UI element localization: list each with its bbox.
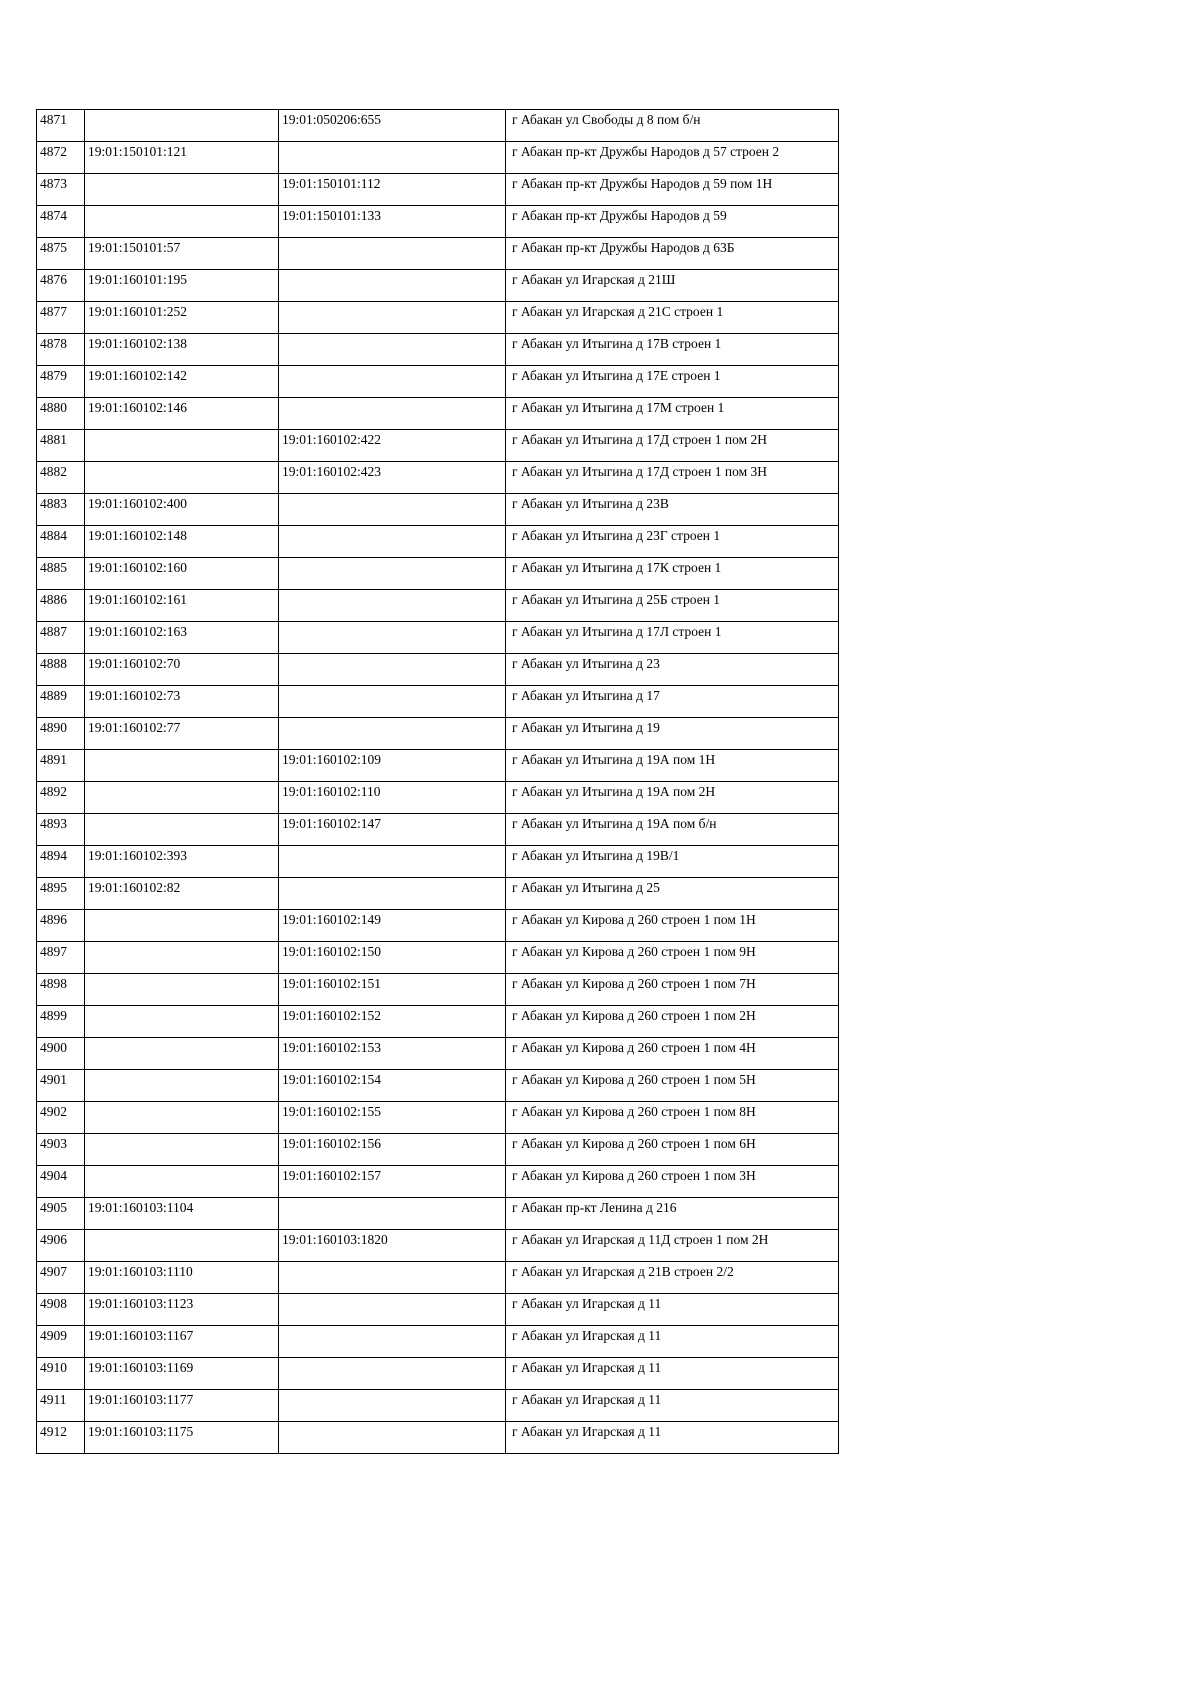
object-cadastral-number-cell xyxy=(279,590,506,622)
cadastral-number-cell xyxy=(85,1006,279,1038)
address-cell: г Абакан ул Итыгина д 17К строен 1 xyxy=(506,558,839,590)
table-row xyxy=(37,238,839,270)
cadastral-number-cell: 19:01:160102:148 xyxy=(85,526,279,558)
registry-table-body xyxy=(37,110,839,1454)
address-cell: г Абакан ул Игарская д 11Д строен 1 пом 2Н xyxy=(506,1230,839,1262)
address-cell: г Абакан ул Итыгина д 19А пом б/н xyxy=(506,814,839,846)
cadastral-number-cell: 19:01:160102:161 xyxy=(85,590,279,622)
cadastral-number-cell: 19:01:160102:77 xyxy=(85,718,279,750)
address-cell: г Абакан ул Кирова д 260 строен 1 пом 3Н xyxy=(506,1166,839,1198)
object-cadastral-number-cell xyxy=(279,878,506,910)
cadastral-number-cell: 19:01:160102:70 xyxy=(85,654,279,686)
cadastral-number-cell xyxy=(85,174,279,206)
row-number-cell: 4893 xyxy=(37,814,85,846)
object-cadastral-number-cell: 19:01:050206:655 xyxy=(279,110,506,142)
table-row xyxy=(37,302,839,334)
cadastral-number-cell xyxy=(85,942,279,974)
object-cadastral-number-cell xyxy=(279,142,506,174)
object-cadastral-number-cell xyxy=(279,654,506,686)
object-cadastral-number-cell: 19:01:160102:156 xyxy=(279,1134,506,1166)
cadastral-number-cell: 19:01:160102:73 xyxy=(85,686,279,718)
address-cell: г Абакан ул Итыгина д 25 xyxy=(506,878,839,910)
row-number-cell: 4907 xyxy=(37,1262,85,1294)
row-number-cell: 4891 xyxy=(37,750,85,782)
object-cadastral-number-cell xyxy=(279,558,506,590)
row-number-cell: 4889 xyxy=(37,686,85,718)
address-cell: г Абакан ул Итыгина д 17 xyxy=(506,686,839,718)
address-cell: г Абакан ул Итыгина д 17Д строен 1 пом 3Н xyxy=(506,462,839,494)
row-number-cell: 4885 xyxy=(37,558,85,590)
address-cell: г Абакан пр-кт Ленина д 216 xyxy=(506,1198,839,1230)
table-row xyxy=(37,1038,839,1070)
cadastral-number-cell xyxy=(85,1038,279,1070)
cadastral-number-cell xyxy=(85,974,279,1006)
table-row xyxy=(37,494,839,526)
cadastral-number-cell xyxy=(85,910,279,942)
row-number-cell: 4910 xyxy=(37,1358,85,1390)
cadastral-number-cell xyxy=(85,430,279,462)
table-row xyxy=(37,174,839,206)
address-cell: г Абакан ул Игарская д 11 xyxy=(506,1326,839,1358)
cadastral-number-cell xyxy=(85,206,279,238)
object-cadastral-number-cell xyxy=(279,398,506,430)
object-cadastral-number-cell: 19:01:160102:154 xyxy=(279,1070,506,1102)
address-cell: г Абакан ул Итыгина д 17М строен 1 xyxy=(506,398,839,430)
cadastral-number-cell: 19:01:160103:1104 xyxy=(85,1198,279,1230)
cadastral-number-cell: 19:01:160102:163 xyxy=(85,622,279,654)
row-number-cell: 4912 xyxy=(37,1422,85,1454)
object-cadastral-number-cell xyxy=(279,1294,506,1326)
row-number-cell: 4890 xyxy=(37,718,85,750)
cadastral-number-cell: 19:01:160101:195 xyxy=(85,270,279,302)
table-row xyxy=(37,910,839,942)
object-cadastral-number-cell: 19:01:160102:110 xyxy=(279,782,506,814)
table-row xyxy=(37,590,839,622)
address-cell: г Абакан ул Игарская д 11 xyxy=(506,1358,839,1390)
address-cell: г Абакан пр-кт Дружбы Народов д 59 пом 1Н xyxy=(506,174,839,206)
table-row xyxy=(37,1390,839,1422)
address-cell: г Абакан ул Итыгина д 19В/1 xyxy=(506,846,839,878)
table-row xyxy=(37,1422,839,1454)
object-cadastral-number-cell: 19:01:160103:1820 xyxy=(279,1230,506,1262)
cadastral-number-cell: 19:01:160102:160 xyxy=(85,558,279,590)
address-cell: г Абакан ул Игарская д 11 xyxy=(506,1294,839,1326)
cadastral-number-cell xyxy=(85,750,279,782)
address-cell: г Абакан ул Кирова д 260 строен 1 пом 5Н xyxy=(506,1070,839,1102)
row-number-cell: 4872 xyxy=(37,142,85,174)
cadastral-number-cell: 19:01:160103:1169 xyxy=(85,1358,279,1390)
cadastral-number-cell xyxy=(85,462,279,494)
object-cadastral-number-cell xyxy=(279,1262,506,1294)
cadastral-number-cell: 19:01:160103:1175 xyxy=(85,1422,279,1454)
table-row xyxy=(37,398,839,430)
row-number-cell: 4909 xyxy=(37,1326,85,1358)
table-row xyxy=(37,462,839,494)
row-number-cell: 4894 xyxy=(37,846,85,878)
object-cadastral-number-cell xyxy=(279,1358,506,1390)
row-number-cell: 4897 xyxy=(37,942,85,974)
table-row xyxy=(37,1358,839,1390)
object-cadastral-number-cell xyxy=(279,622,506,654)
row-number-cell: 4878 xyxy=(37,334,85,366)
row-number-cell: 4883 xyxy=(37,494,85,526)
table-row xyxy=(37,526,839,558)
object-cadastral-number-cell: 19:01:160102:150 xyxy=(279,942,506,974)
row-number-cell: 4880 xyxy=(37,398,85,430)
table-row xyxy=(37,782,839,814)
address-cell: г Абакан ул Игарская д 21В строен 2/2 xyxy=(506,1262,839,1294)
row-number-cell: 4877 xyxy=(37,302,85,334)
object-cadastral-number-cell: 19:01:160102:149 xyxy=(279,910,506,942)
address-cell: г Абакан ул Итыгина д 17В строен 1 xyxy=(506,334,839,366)
address-cell: г Абакан ул Кирова д 260 строен 1 пом 8Н xyxy=(506,1102,839,1134)
cadastral-number-cell xyxy=(85,814,279,846)
row-number-cell: 4895 xyxy=(37,878,85,910)
cadastral-number-cell: 19:01:160103:1167 xyxy=(85,1326,279,1358)
address-cell: г Абакан ул Игарская д 21С строен 1 xyxy=(506,302,839,334)
cadastral-number-cell: 19:01:160102:82 xyxy=(85,878,279,910)
address-cell: г Абакан ул Итыгина д 25Б строен 1 xyxy=(506,590,839,622)
table-row xyxy=(37,1230,839,1262)
object-cadastral-number-cell: 19:01:160102:157 xyxy=(279,1166,506,1198)
table-row xyxy=(37,334,839,366)
table-row xyxy=(37,142,839,174)
table-row xyxy=(37,750,839,782)
table-row xyxy=(37,814,839,846)
cadastral-number-cell: 19:01:160102:146 xyxy=(85,398,279,430)
row-number-cell: 4892 xyxy=(37,782,85,814)
address-cell: г Абакан пр-кт Дружбы Народов д 57 строен 2 xyxy=(506,142,839,174)
address-cell: г Абакан ул Кирова д 260 строен 1 пом 6Н xyxy=(506,1134,839,1166)
cadastral-number-cell: 19:01:160101:252 xyxy=(85,302,279,334)
object-cadastral-number-cell xyxy=(279,686,506,718)
table-row xyxy=(37,1166,839,1198)
row-number-cell: 4901 xyxy=(37,1070,85,1102)
address-cell: г Абакан ул Итыгина д 17Л строен 1 xyxy=(506,622,839,654)
row-number-cell: 4887 xyxy=(37,622,85,654)
cadastral-number-cell xyxy=(85,110,279,142)
address-cell: г Абакан ул Итыгина д 23Г строен 1 xyxy=(506,526,839,558)
object-cadastral-number-cell: 19:01:150101:133 xyxy=(279,206,506,238)
object-cadastral-number-cell: 19:01:160102:151 xyxy=(279,974,506,1006)
object-cadastral-number-cell xyxy=(279,718,506,750)
table-row xyxy=(37,622,839,654)
table-row xyxy=(37,270,839,302)
row-number-cell: 4886 xyxy=(37,590,85,622)
address-cell: г Абакан ул Итыгина д 23 xyxy=(506,654,839,686)
address-cell: г Абакан ул Кирова д 260 строен 1 пом 9Н xyxy=(506,942,839,974)
cadastral-number-cell xyxy=(85,782,279,814)
row-number-cell: 4874 xyxy=(37,206,85,238)
table-row xyxy=(37,430,839,462)
row-number-cell: 4904 xyxy=(37,1166,85,1198)
object-cadastral-number-cell xyxy=(279,526,506,558)
row-number-cell: 4873 xyxy=(37,174,85,206)
address-cell: г Абакан пр-кт Дружбы Народов д 63Б xyxy=(506,238,839,270)
object-cadastral-number-cell xyxy=(279,270,506,302)
row-number-cell: 4896 xyxy=(37,910,85,942)
object-cadastral-number-cell xyxy=(279,1422,506,1454)
cadastral-number-cell: 19:01:160102:400 xyxy=(85,494,279,526)
row-number-cell: 4879 xyxy=(37,366,85,398)
address-cell: г Абакан ул Кирова д 260 строен 1 пом 2Н xyxy=(506,1006,839,1038)
cadastral-number-cell: 19:01:160103:1123 xyxy=(85,1294,279,1326)
cadastral-number-cell: 19:01:160103:1110 xyxy=(85,1262,279,1294)
row-number-cell: 4876 xyxy=(37,270,85,302)
address-cell: г Абакан ул Итыгина д 23В xyxy=(506,494,839,526)
cadastral-number-cell: 19:01:150101:121 xyxy=(85,142,279,174)
row-number-cell: 4905 xyxy=(37,1198,85,1230)
table-row xyxy=(37,1294,839,1326)
object-cadastral-number-cell xyxy=(279,494,506,526)
table-row xyxy=(37,846,839,878)
address-cell: г Абакан ул Свободы д 8 пом б/н xyxy=(506,110,839,142)
table-row xyxy=(37,1326,839,1358)
address-cell: г Абакан ул Итыгина д 17Е строен 1 xyxy=(506,366,839,398)
row-number-cell: 4871 xyxy=(37,110,85,142)
row-number-cell: 4888 xyxy=(37,654,85,686)
object-cadastral-number-cell xyxy=(279,846,506,878)
object-cadastral-number-cell xyxy=(279,238,506,270)
table-row xyxy=(37,1134,839,1166)
address-cell: г Абакан ул Кирова д 260 строен 1 пом 1Н xyxy=(506,910,839,942)
table-row xyxy=(37,654,839,686)
table-row xyxy=(37,206,839,238)
row-number-cell: 4908 xyxy=(37,1294,85,1326)
address-cell: г Абакан ул Итыгина д 19А пом 2Н xyxy=(506,782,839,814)
row-number-cell: 4899 xyxy=(37,1006,85,1038)
table-row xyxy=(37,878,839,910)
row-number-cell: 4911 xyxy=(37,1390,85,1422)
table-row xyxy=(37,718,839,750)
table-row xyxy=(37,1262,839,1294)
row-number-cell: 4875 xyxy=(37,238,85,270)
row-number-cell: 4906 xyxy=(37,1230,85,1262)
cadastral-number-cell xyxy=(85,1166,279,1198)
row-number-cell: 4881 xyxy=(37,430,85,462)
row-number-cell: 4902 xyxy=(37,1102,85,1134)
object-cadastral-number-cell xyxy=(279,366,506,398)
cadastral-number-cell xyxy=(85,1070,279,1102)
object-cadastral-number-cell xyxy=(279,1390,506,1422)
row-number-cell: 4900 xyxy=(37,1038,85,1070)
table-row xyxy=(37,1102,839,1134)
table-row xyxy=(37,1006,839,1038)
address-cell: г Абакан ул Игарская д 11 xyxy=(506,1422,839,1454)
address-cell: г Абакан ул Кирова д 260 строен 1 пом 7Н xyxy=(506,974,839,1006)
table-row xyxy=(37,1198,839,1230)
object-cadastral-number-cell: 19:01:160102:422 xyxy=(279,430,506,462)
object-cadastral-number-cell: 19:01:150101:112 xyxy=(279,174,506,206)
address-cell: г Абакан ул Итыгина д 19 xyxy=(506,718,839,750)
row-number-cell: 4882 xyxy=(37,462,85,494)
row-number-cell: 4903 xyxy=(37,1134,85,1166)
object-cadastral-number-cell: 19:01:160102:152 xyxy=(279,1006,506,1038)
cadastral-number-cell: 19:01:160103:1177 xyxy=(85,1390,279,1422)
row-number-cell: 4898 xyxy=(37,974,85,1006)
table-row xyxy=(37,110,839,142)
object-cadastral-number-cell xyxy=(279,1198,506,1230)
cadastral-number-cell: 19:01:160102:138 xyxy=(85,334,279,366)
table-row xyxy=(37,686,839,718)
cadastral-number-cell: 19:01:150101:57 xyxy=(85,238,279,270)
table-row xyxy=(37,558,839,590)
table-row xyxy=(37,366,839,398)
cadastral-number-cell: 19:01:160102:393 xyxy=(85,846,279,878)
cadastral-number-cell: 19:01:160102:142 xyxy=(85,366,279,398)
address-cell: г Абакан ул Кирова д 260 строен 1 пом 4Н xyxy=(506,1038,839,1070)
table-row xyxy=(37,974,839,1006)
object-cadastral-number-cell: 19:01:160102:423 xyxy=(279,462,506,494)
cadastral-number-cell xyxy=(85,1134,279,1166)
address-cell: г Абакан ул Итыгина д 19А пом 1Н xyxy=(506,750,839,782)
address-cell: г Абакан ул Игарская д 21Ш xyxy=(506,270,839,302)
object-cadastral-number-cell: 19:01:160102:153 xyxy=(279,1038,506,1070)
object-cadastral-number-cell: 19:01:160102:155 xyxy=(279,1102,506,1134)
address-cell: г Абакан пр-кт Дружбы Народов д 59 xyxy=(506,206,839,238)
table-row xyxy=(37,942,839,974)
cadastral-number-cell xyxy=(85,1230,279,1262)
address-cell: г Абакан ул Итыгина д 17Д строен 1 пом 2Н xyxy=(506,430,839,462)
registry-table xyxy=(36,109,839,1454)
cadastral-number-cell xyxy=(85,1102,279,1134)
object-cadastral-number-cell xyxy=(279,334,506,366)
address-cell: г Абакан ул Игарская д 11 xyxy=(506,1390,839,1422)
object-cadastral-number-cell xyxy=(279,302,506,334)
table-row xyxy=(37,1070,839,1102)
object-cadastral-number-cell: 19:01:160102:147 xyxy=(279,814,506,846)
row-number-cell: 4884 xyxy=(37,526,85,558)
object-cadastral-number-cell xyxy=(279,1326,506,1358)
object-cadastral-number-cell: 19:01:160102:109 xyxy=(279,750,506,782)
